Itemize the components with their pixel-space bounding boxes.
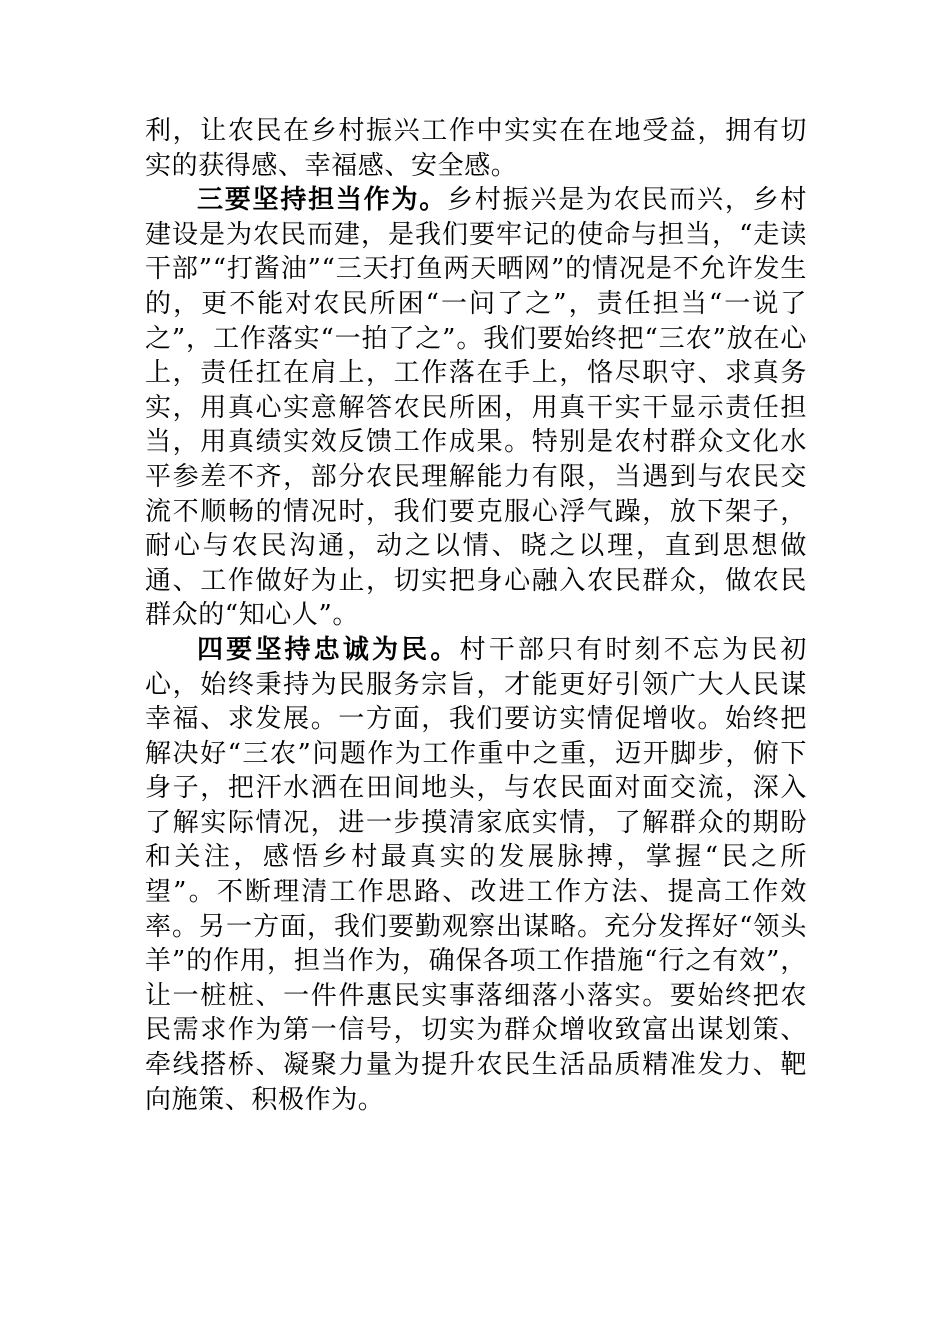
paragraph-heading: 三要坚持担当作为。 (197, 185, 448, 216)
paragraph-body: 乡村振兴是为农民而兴，乡村建设是为农民而建，是我们要牢记的使命与担当，“走读干部”“打酱油”“三天打鱼两天晒网”的情况是不允许发生的，更不能对农民所困“一问了之”，责任担当“一说了之”，工作落实“一拍了之”。我们要始终把“三农”放在心上，责任扛在肩上，工作落在手上，恪尽职守、求真务实，用真心实意解答农民所困，用真干实干显示责任担当，用真绩实效反馈工作成果。特别是农村群众文化水平参差不齐，部分农民理解能力有限，当遇到与农民交流不顺畅的情况时，我们要克服心浮气躁，放下架子，耐心与农民沟通，动之以情、晓之以理，直到思想做通、工作做好为止，切实把身心融入农民群众，做农民群众的“知心人”。 (145, 185, 807, 631)
paragraph-heading: 四要坚持忠诚为民。 (197, 634, 460, 665)
paragraph-four (145, 633, 807, 1117)
paragraph-three (145, 183, 807, 633)
paragraph-body: 村干部只有时刻不忘为民初心，始终秉持为民服务宗旨，才能更好引领广大人民谋幸福、求发展。一方面，我们要访实情促增收。始终把解决好“三农”问题作为工作重中之重，迈开脚步，俯下身子，把汗水洒在田间地头，与农民面对面交流，深入了解实际情况，进一步摸清家底实情，了解群众的期盼和关注，感悟乡村最真实的发展脉搏，掌握“民之所望”。不断理清工作思路、改进工作方法、提高工作效率。另一方面，我们要勤观察出谋略。充分发挥好“领头羊”的作用，担当作为，确保各项工作措施“行之有效”，让一桩桩、一件件惠民实事落细落小落实。要始终把农民需求作为第一信号，切实为群众增收致富出谋划策、牵线搭桥、凝聚力量为提升农民生活品质精准发力、靶向施策、积极作为。 (145, 634, 807, 1115)
paragraph-continuation (145, 114, 807, 183)
document-page (145, 114, 807, 1117)
paragraph-body: 利，让农民在乡村振兴工作中实实在在地受益，拥有切实的获得感、幸福感、安全感。 (145, 116, 807, 181)
